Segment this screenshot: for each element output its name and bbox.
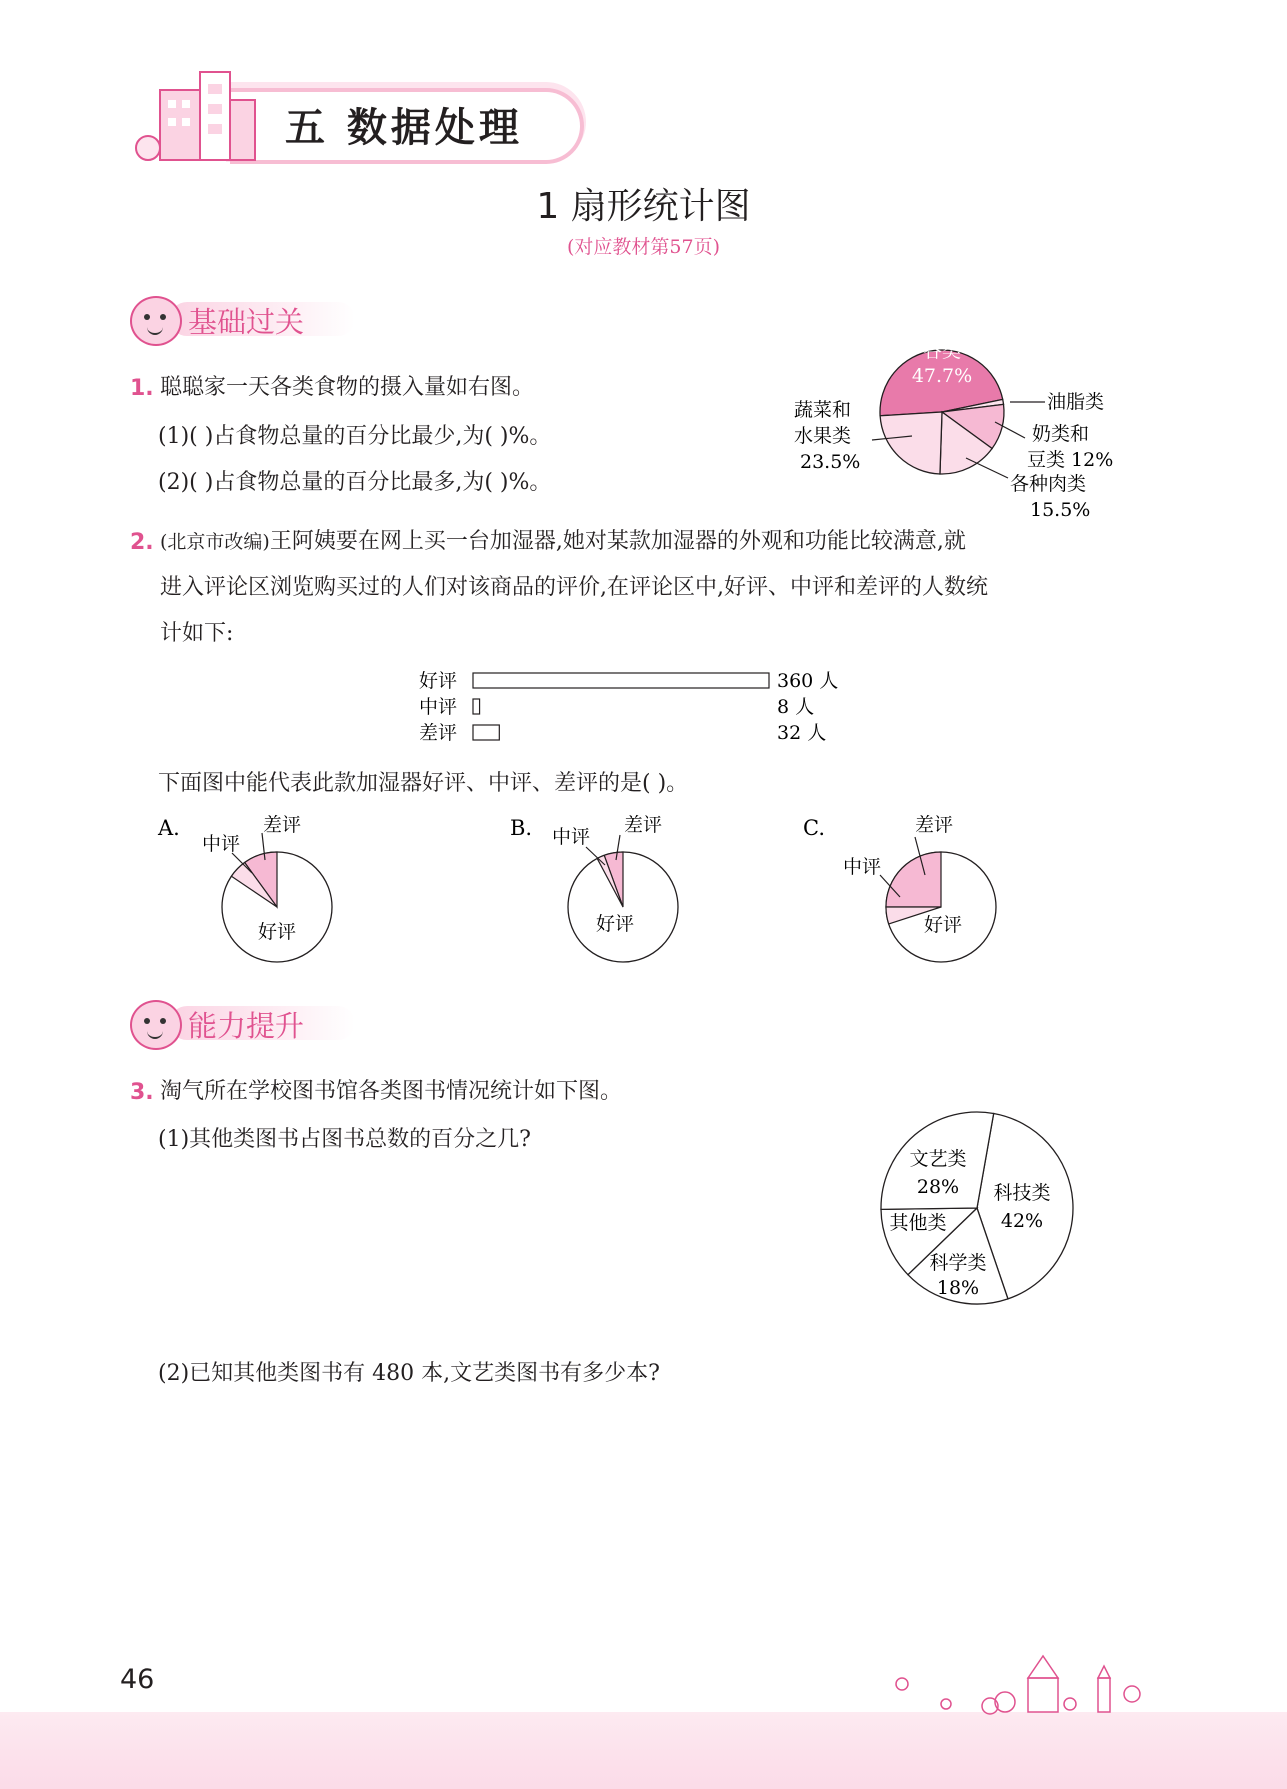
review-bar-chart <box>415 663 865 753</box>
question-3-number: 3. <box>130 1080 154 1105</box>
label-other-name: 其他类 <box>889 1212 947 1234</box>
label-lit-name: 文艺类 <box>909 1148 967 1170</box>
label-oil: 油脂类 <box>1047 391 1105 413</box>
question-1-sub2: (2)( )占食物总量的百分比最多,为( )%。 <box>158 470 552 495</box>
food-pie-chart <box>780 330 1130 530</box>
label-veg-1: 蔬菜和 <box>794 399 852 421</box>
option-label-mid: 中评 <box>843 856 882 878</box>
label-meat-pct: 15.5% <box>1030 499 1091 521</box>
footer-castle-icon <box>880 1648 1180 1718</box>
label-lit-pct: 28% <box>916 1176 960 1198</box>
option-letter: B. <box>510 816 533 840</box>
label-tech-name: 科技类 <box>993 1182 1051 1204</box>
question-2-text2: 进入评论区浏览购买过的人们对该商品的评价,在评论区中,好评、中评和差评的人数统 <box>160 575 988 600</box>
slice-veg <box>880 412 942 474</box>
question-2-line1 <box>160 522 966 562</box>
label-meat-1: 各种肉类 <box>1010 473 1087 495</box>
footer-band <box>0 1712 1287 1789</box>
page-number: 46 <box>120 1664 155 1695</box>
bar-label: 中评 <box>419 696 458 718</box>
question-2-question: 下面图中能代表此款加湿器好评、中评、差评的是( )。 <box>158 771 689 796</box>
option-label-good: 好评 <box>257 921 297 943</box>
lesson-reference: (对应教材第57页) <box>566 236 720 258</box>
question-2-text1: 王阿姨要在网上买一台加湿器,她对某款加湿器的外观和功能比较满意,就 <box>269 529 966 554</box>
label-grain-pct: 47.7% <box>911 365 973 387</box>
buildings-icon <box>130 60 260 170</box>
bar-value: 8 人 <box>777 696 815 718</box>
option-slice-bad <box>886 852 941 907</box>
bar <box>473 725 499 740</box>
question-2-number: 2. <box>130 530 154 555</box>
bar <box>473 699 480 714</box>
option-label-bad: 差评 <box>624 814 663 836</box>
label-dairy-1: 奶类和 <box>1032 423 1090 445</box>
label-sci-pct: 18% <box>936 1277 980 1299</box>
options-pies <box>150 805 1030 975</box>
option-label-bad: 差评 <box>915 814 954 836</box>
option-label-bad: 差评 <box>263 814 302 836</box>
option-label-mid: 中评 <box>552 826 591 848</box>
option-letter: C. <box>803 816 825 840</box>
label-tech-pct: 42% <box>1000 1210 1044 1232</box>
label-veg-2: 水果类 <box>794 425 852 447</box>
question-1-sub1: (1)( )占食物总量的百分比最少,为( )%。 <box>158 424 552 449</box>
library-pie-slices <box>881 1112 1073 1304</box>
bar-value: 360 人 <box>777 670 839 692</box>
label-dairy-2: 豆类 12% <box>1027 449 1114 471</box>
option-label-good: 好评 <box>923 914 963 936</box>
options-group <box>157 814 996 962</box>
bar-group <box>419 670 838 744</box>
bar-label: 好评 <box>419 670 458 692</box>
question-3-sub1: (1)其他类图书占图书总数的百分之几? <box>158 1127 531 1152</box>
label-grain-name: 谷类 <box>922 340 962 362</box>
section-basic-header <box>130 296 370 346</box>
question-3-text: 淘气所在学校图书馆各类图书情况统计如下图。 <box>160 1079 623 1104</box>
chapter-banner <box>140 82 590 162</box>
question-1-number: 1. <box>130 376 154 401</box>
bar <box>473 673 769 688</box>
bar-value: 32 人 <box>777 722 827 744</box>
question-1-text: 聪聪家一天各类食物的摄入量如右图。 <box>160 375 535 400</box>
question-2-source: (北京市改编) <box>160 531 270 553</box>
kid-face-icon <box>130 1000 182 1050</box>
label-sci-name: 科学类 <box>929 1252 987 1274</box>
section-basic-label: 基础过关 <box>188 305 305 339</box>
lesson-title: 1 扇形统计图 <box>536 186 751 227</box>
question-3-sub2: (2)已知其他类图书有 480 本,文艺类图书有多少本? <box>158 1361 660 1386</box>
library-pie-chart <box>860 1100 1100 1320</box>
bar-label: 差评 <box>419 722 458 744</box>
question-2-text3: 计如下: <box>160 621 234 646</box>
label-veg-pct: 23.5% <box>800 451 861 473</box>
leader-meat <box>966 458 1008 478</box>
section-advanced-header <box>130 1000 370 1050</box>
section-advanced-label: 能力提升 <box>188 1009 305 1043</box>
option-label-good: 好评 <box>595 913 635 935</box>
kid-face-icon <box>130 296 182 346</box>
option-label-mid: 中评 <box>202 833 241 855</box>
option-letter: A. <box>158 816 180 840</box>
chapter-title: 五 数据处理 <box>285 104 523 151</box>
